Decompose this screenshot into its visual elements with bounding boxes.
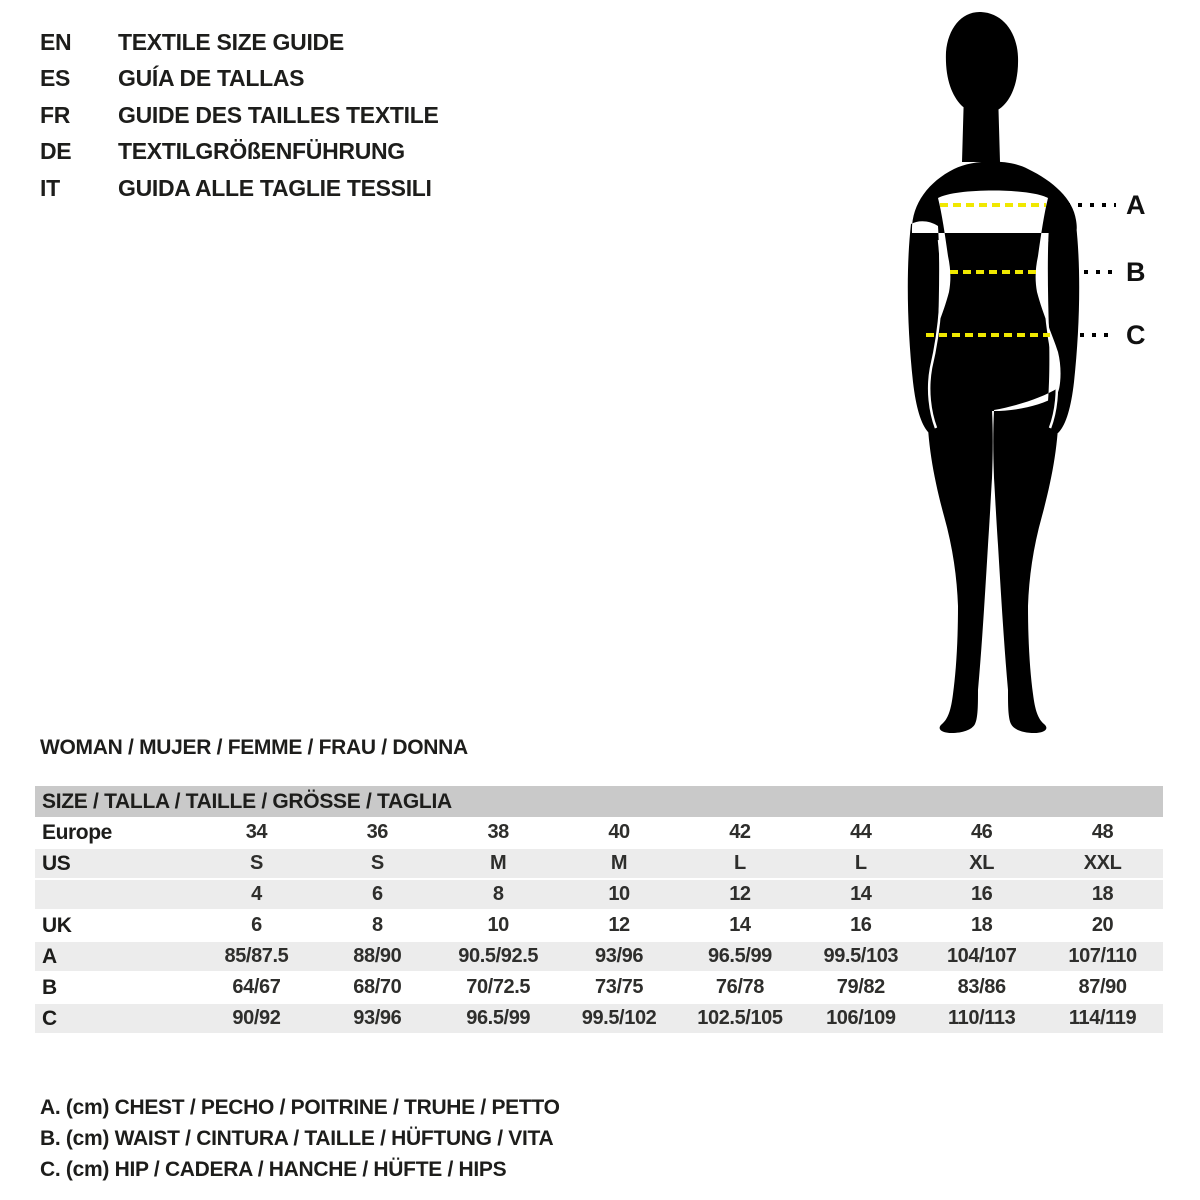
measure-label-c: C bbox=[1126, 320, 1146, 350]
table-cell: 46 bbox=[921, 818, 1042, 848]
table-cell: 20 bbox=[1042, 910, 1163, 941]
language-code: FR bbox=[40, 101, 71, 128]
table-cell: M bbox=[559, 848, 680, 879]
table-cell: 93/96 bbox=[559, 941, 680, 972]
table-row-us-letters bbox=[35, 848, 1163, 879]
table-cell: 38 bbox=[438, 818, 559, 848]
row-label: C bbox=[35, 1003, 196, 1034]
woman-silhouette bbox=[908, 12, 1079, 733]
table-cell: S bbox=[196, 848, 317, 879]
table-cell: 42 bbox=[680, 818, 801, 848]
table-cell: 85/87.5 bbox=[196, 941, 317, 972]
table-cell: 96.5/99 bbox=[680, 941, 801, 972]
table-cell: L bbox=[680, 848, 801, 879]
table-cell: 16 bbox=[800, 910, 921, 941]
table-row-hip-c bbox=[35, 1003, 1163, 1034]
guide-title: GUIDA ALLE TAGLIE TESSILI bbox=[118, 174, 432, 201]
measure-label-a: A bbox=[1126, 190, 1146, 220]
guide-title: GUIDE DES TAILLES TEXTILE bbox=[118, 101, 439, 128]
table-row-waist-b bbox=[35, 972, 1163, 1003]
row-label bbox=[35, 879, 196, 910]
language-row bbox=[40, 61, 439, 98]
row-label: US bbox=[35, 848, 196, 879]
table-cell: 12 bbox=[680, 879, 801, 910]
table-cell: 114/119 bbox=[1042, 1003, 1163, 1034]
table-row-chest-a bbox=[35, 941, 1163, 972]
table-cell: 6 bbox=[317, 879, 438, 910]
language-row bbox=[40, 134, 439, 171]
measurement-legend bbox=[40, 1092, 560, 1185]
table-cell: 87/90 bbox=[1042, 972, 1163, 1003]
table-cell: 18 bbox=[1042, 879, 1163, 910]
table-cell: 44 bbox=[800, 818, 921, 848]
language-code: ES bbox=[40, 65, 71, 92]
size-table-header: SIZE / TALLA / TAILLE / GRÖSSE / TAGLIA bbox=[35, 786, 1163, 817]
table-cell: 36 bbox=[317, 818, 438, 848]
table-cell: 99.5/102 bbox=[559, 1003, 680, 1034]
table-cell: 34 bbox=[196, 818, 317, 848]
table-cell: 8 bbox=[317, 910, 438, 941]
table-cell: 40 bbox=[559, 818, 680, 848]
table-cell: 99.5/103 bbox=[800, 941, 921, 972]
size-table bbox=[35, 786, 1163, 1035]
size-table-grid bbox=[35, 818, 1163, 1035]
table-cell: 48 bbox=[1042, 818, 1163, 848]
legend-waist: B. (cm) WAIST / CINTURA / TAILLE / HÜFTUNG / VITA bbox=[40, 1127, 554, 1150]
table-cell: 10 bbox=[559, 879, 680, 910]
legend-hip: C. (cm) HIP / CADERA / HANCHE / HÜFTE / HIPS bbox=[40, 1158, 507, 1181]
table-cell: 83/86 bbox=[921, 972, 1042, 1003]
table-cell: 4 bbox=[196, 879, 317, 910]
guide-title: GUÍA DE TALLAS bbox=[118, 65, 305, 92]
language-code: EN bbox=[40, 28, 72, 55]
row-label: Europe bbox=[35, 818, 196, 848]
section-title-woman: WOMAN / MUJER / FEMME / FRAU / DONNA bbox=[40, 736, 468, 759]
table-cell: 110/113 bbox=[921, 1003, 1042, 1034]
table-cell: 102.5/105 bbox=[680, 1003, 801, 1034]
table-cell: 104/107 bbox=[921, 941, 1042, 972]
language-title-list bbox=[40, 24, 439, 207]
table-cell: 18 bbox=[921, 910, 1042, 941]
table-cell: 73/75 bbox=[559, 972, 680, 1003]
table-cell: 14 bbox=[800, 879, 921, 910]
guide-title: TEXTILE SIZE GUIDE bbox=[118, 28, 344, 55]
guide-title: TEXTILGRÖßENFÜHRUNG bbox=[118, 138, 405, 165]
table-cell: 12 bbox=[559, 910, 680, 941]
row-label: A bbox=[35, 941, 196, 972]
language-code: DE bbox=[40, 138, 72, 165]
language-row bbox=[40, 170, 439, 207]
table-cell: S bbox=[317, 848, 438, 879]
language-code: IT bbox=[40, 174, 60, 201]
table-row-uk bbox=[35, 910, 1163, 941]
woman-silhouette-figure bbox=[850, 0, 1200, 740]
table-cell: 70/72.5 bbox=[438, 972, 559, 1003]
table-cell: XXL bbox=[1042, 848, 1163, 879]
table-cell: 96.5/99 bbox=[438, 1003, 559, 1034]
row-label: UK bbox=[35, 910, 196, 941]
table-cell: 68/70 bbox=[317, 972, 438, 1003]
table-cell: 106/109 bbox=[800, 1003, 921, 1034]
table-cell: XL bbox=[921, 848, 1042, 879]
table-cell: L bbox=[800, 848, 921, 879]
row-label: B bbox=[35, 972, 196, 1003]
table-cell: 90/92 bbox=[196, 1003, 317, 1034]
table-cell: 88/90 bbox=[317, 941, 438, 972]
table-cell: 76/78 bbox=[680, 972, 801, 1003]
table-cell: M bbox=[438, 848, 559, 879]
table-cell: 10 bbox=[438, 910, 559, 941]
table-cell: 14 bbox=[680, 910, 801, 941]
table-cell: 64/67 bbox=[196, 972, 317, 1003]
table-cell: 8 bbox=[438, 879, 559, 910]
language-row bbox=[40, 24, 439, 61]
table-cell: 93/96 bbox=[317, 1003, 438, 1034]
table-row-europe bbox=[35, 818, 1163, 848]
measure-label-b: B bbox=[1126, 257, 1146, 287]
table-cell: 90.5/92.5 bbox=[438, 941, 559, 972]
table-cell: 107/110 bbox=[1042, 941, 1163, 972]
table-cell: 79/82 bbox=[800, 972, 921, 1003]
table-row-us-numbers bbox=[35, 879, 1163, 910]
table-cell: 6 bbox=[196, 910, 317, 941]
language-row bbox=[40, 97, 439, 134]
table-cell: 16 bbox=[921, 879, 1042, 910]
legend-chest: A. (cm) CHEST / PECHO / POITRINE / TRUHE / PETTO bbox=[40, 1096, 560, 1119]
